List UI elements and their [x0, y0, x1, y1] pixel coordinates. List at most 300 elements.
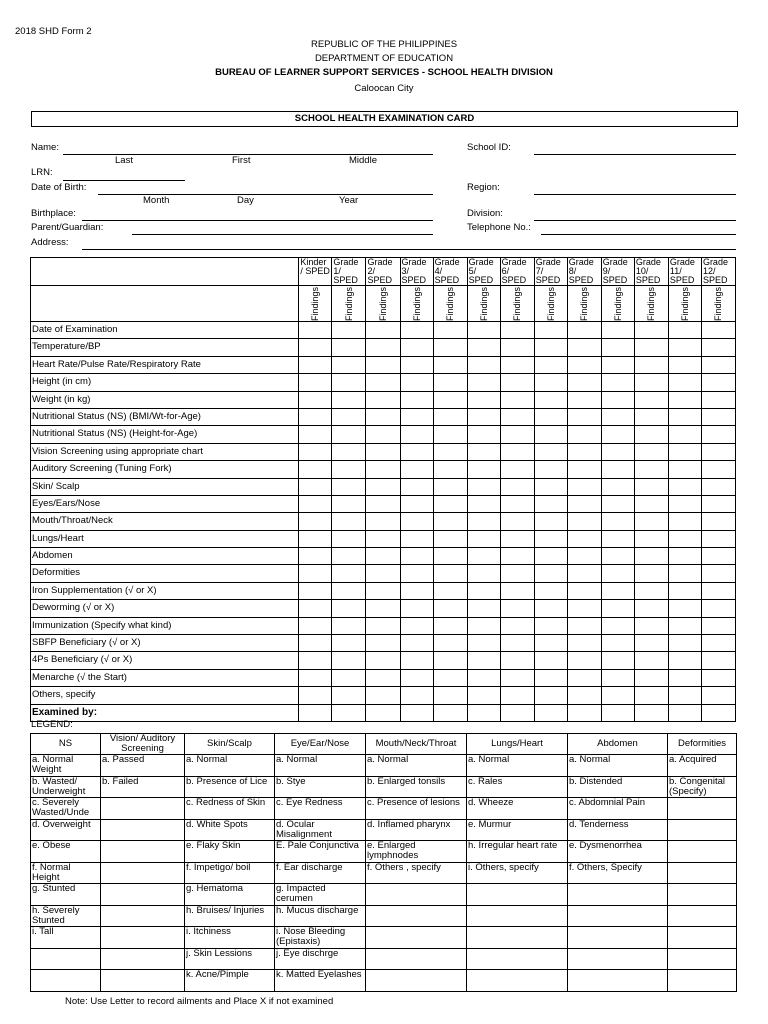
finding-cell[interactable] — [366, 391, 400, 408]
finding-cell[interactable] — [567, 461, 601, 478]
finding-cell[interactable] — [400, 374, 433, 391]
finding-cell[interactable] — [601, 374, 634, 391]
finding-cell[interactable] — [332, 391, 366, 408]
finding-cell[interactable] — [332, 495, 366, 512]
finding-cell[interactable] — [400, 582, 433, 599]
finding-cell[interactable] — [299, 443, 332, 460]
finding-cell[interactable] — [634, 495, 668, 512]
finding-cell[interactable] — [400, 443, 433, 460]
finding-cell[interactable] — [567, 582, 601, 599]
finding-cell[interactable] — [534, 374, 567, 391]
finding-cell[interactable] — [534, 443, 567, 460]
finding-cell[interactable] — [433, 391, 467, 408]
finding-cell[interactable] — [467, 687, 500, 704]
finding-cell[interactable] — [701, 461, 735, 478]
finding-cell[interactable] — [567, 600, 601, 617]
finding-cell[interactable] — [366, 530, 400, 547]
finding-cell[interactable] — [299, 582, 332, 599]
finding-cell[interactable] — [634, 635, 668, 652]
finding-cell[interactable] — [534, 391, 567, 408]
finding-cell[interactable] — [534, 322, 567, 339]
finding-cell[interactable] — [433, 565, 467, 582]
finding-cell[interactable] — [701, 426, 735, 443]
finding-cell[interactable] — [299, 339, 332, 356]
finding-cell[interactable] — [701, 391, 735, 408]
examiner-cell[interactable] — [601, 704, 634, 721]
finding-cell[interactable] — [467, 426, 500, 443]
finding-cell[interactable] — [567, 408, 601, 425]
finding-cell[interactable] — [567, 339, 601, 356]
finding-cell[interactable] — [601, 687, 634, 704]
birthplace-field[interactable] — [82, 220, 433, 221]
finding-cell[interactable] — [534, 652, 567, 669]
finding-cell[interactable] — [634, 443, 668, 460]
finding-cell[interactable] — [668, 356, 701, 373]
finding-cell[interactable] — [500, 669, 534, 686]
finding-cell[interactable] — [332, 530, 366, 547]
finding-cell[interactable] — [534, 617, 567, 634]
finding-cell[interactable] — [601, 478, 634, 495]
finding-cell[interactable] — [668, 339, 701, 356]
finding-cell[interactable] — [567, 669, 601, 686]
finding-cell[interactable] — [467, 582, 500, 599]
finding-cell[interactable] — [332, 356, 366, 373]
finding-cell[interactable] — [534, 582, 567, 599]
finding-cell[interactable] — [701, 617, 735, 634]
finding-cell[interactable] — [668, 687, 701, 704]
finding-cell[interactable] — [668, 635, 701, 652]
finding-cell[interactable] — [500, 652, 534, 669]
finding-cell[interactable] — [534, 635, 567, 652]
finding-cell[interactable] — [366, 322, 400, 339]
finding-cell[interactable] — [668, 461, 701, 478]
finding-cell[interactable] — [668, 652, 701, 669]
finding-cell[interactable] — [433, 461, 467, 478]
finding-cell[interactable] — [467, 495, 500, 512]
examiner-cell[interactable] — [332, 704, 366, 721]
finding-cell[interactable] — [668, 548, 701, 565]
finding-cell[interactable] — [500, 617, 534, 634]
finding-cell[interactable] — [332, 443, 366, 460]
finding-cell[interactable] — [500, 461, 534, 478]
finding-cell[interactable] — [500, 513, 534, 530]
finding-cell[interactable] — [634, 339, 668, 356]
finding-cell[interactable] — [366, 687, 400, 704]
finding-cell[interactable] — [400, 669, 433, 686]
finding-cell[interactable] — [567, 374, 601, 391]
finding-cell[interactable] — [299, 408, 332, 425]
finding-cell[interactable] — [668, 408, 701, 425]
finding-cell[interactable] — [534, 669, 567, 686]
finding-cell[interactable] — [332, 426, 366, 443]
finding-cell[interactable] — [467, 391, 500, 408]
finding-cell[interactable] — [601, 600, 634, 617]
finding-cell[interactable] — [534, 687, 567, 704]
finding-cell[interactable] — [332, 322, 366, 339]
finding-cell[interactable] — [567, 635, 601, 652]
finding-cell[interactable] — [299, 565, 332, 582]
finding-cell[interactable] — [567, 687, 601, 704]
finding-cell[interactable] — [668, 478, 701, 495]
finding-cell[interactable] — [634, 426, 668, 443]
finding-cell[interactable] — [467, 635, 500, 652]
finding-cell[interactable] — [366, 461, 400, 478]
finding-cell[interactable] — [433, 478, 467, 495]
finding-cell[interactable] — [467, 374, 500, 391]
finding-cell[interactable] — [299, 530, 332, 547]
finding-cell[interactable] — [634, 548, 668, 565]
finding-cell[interactable] — [433, 669, 467, 686]
finding-cell[interactable] — [567, 322, 601, 339]
finding-cell[interactable] — [332, 635, 366, 652]
finding-cell[interactable] — [567, 426, 601, 443]
finding-cell[interactable] — [332, 461, 366, 478]
finding-cell[interactable] — [500, 322, 534, 339]
finding-cell[interactable] — [668, 322, 701, 339]
finding-cell[interactable] — [467, 669, 500, 686]
finding-cell[interactable] — [634, 374, 668, 391]
finding-cell[interactable] — [299, 669, 332, 686]
finding-cell[interactable] — [366, 669, 400, 686]
finding-cell[interactable] — [500, 495, 534, 512]
finding-cell[interactable] — [668, 495, 701, 512]
finding-cell[interactable] — [701, 530, 735, 547]
finding-cell[interactable] — [668, 582, 701, 599]
finding-cell[interactable] — [400, 565, 433, 582]
school-id-field[interactable] — [534, 154, 736, 155]
finding-cell[interactable] — [299, 426, 332, 443]
finding-cell[interactable] — [433, 495, 467, 512]
finding-cell[interactable] — [601, 530, 634, 547]
finding-cell[interactable] — [433, 356, 467, 373]
finding-cell[interactable] — [567, 617, 601, 634]
finding-cell[interactable] — [332, 669, 366, 686]
finding-cell[interactable] — [400, 530, 433, 547]
finding-cell[interactable] — [366, 478, 400, 495]
finding-cell[interactable] — [400, 495, 433, 512]
finding-cell[interactable] — [433, 687, 467, 704]
finding-cell[interactable] — [433, 548, 467, 565]
finding-cell[interactable] — [299, 687, 332, 704]
finding-cell[interactable] — [668, 426, 701, 443]
finding-cell[interactable] — [601, 513, 634, 530]
finding-cell[interactable] — [400, 478, 433, 495]
finding-cell[interactable] — [500, 374, 534, 391]
finding-cell[interactable] — [668, 391, 701, 408]
finding-cell[interactable] — [433, 408, 467, 425]
finding-cell[interactable] — [467, 322, 500, 339]
finding-cell[interactable] — [534, 408, 567, 425]
finding-cell[interactable] — [299, 356, 332, 373]
finding-cell[interactable] — [668, 530, 701, 547]
finding-cell[interactable] — [601, 565, 634, 582]
finding-cell[interactable] — [366, 426, 400, 443]
finding-cell[interactable] — [400, 426, 433, 443]
finding-cell[interactable] — [634, 356, 668, 373]
finding-cell[interactable] — [567, 513, 601, 530]
finding-cell[interactable] — [534, 478, 567, 495]
finding-cell[interactable] — [299, 635, 332, 652]
finding-cell[interactable] — [467, 461, 500, 478]
finding-cell[interactable] — [701, 565, 735, 582]
finding-cell[interactable] — [366, 617, 400, 634]
finding-cell[interactable] — [299, 513, 332, 530]
finding-cell[interactable] — [567, 495, 601, 512]
finding-cell[interactable] — [366, 513, 400, 530]
finding-cell[interactable] — [467, 530, 500, 547]
finding-cell[interactable] — [701, 687, 735, 704]
finding-cell[interactable] — [366, 635, 400, 652]
finding-cell[interactable] — [567, 652, 601, 669]
finding-cell[interactable] — [534, 530, 567, 547]
finding-cell[interactable] — [701, 478, 735, 495]
finding-cell[interactable] — [601, 617, 634, 634]
finding-cell[interactable] — [400, 339, 433, 356]
finding-cell[interactable] — [366, 652, 400, 669]
finding-cell[interactable] — [601, 443, 634, 460]
finding-cell[interactable] — [400, 513, 433, 530]
finding-cell[interactable] — [433, 617, 467, 634]
finding-cell[interactable] — [467, 617, 500, 634]
finding-cell[interactable] — [400, 548, 433, 565]
finding-cell[interactable] — [299, 391, 332, 408]
finding-cell[interactable] — [534, 339, 567, 356]
finding-cell[interactable] — [534, 426, 567, 443]
lrn-field[interactable] — [63, 180, 185, 181]
finding-cell[interactable] — [332, 600, 366, 617]
finding-cell[interactable] — [299, 617, 332, 634]
finding-cell[interactable] — [668, 617, 701, 634]
examiner-cell[interactable] — [534, 704, 567, 721]
finding-cell[interactable] — [366, 339, 400, 356]
finding-cell[interactable] — [601, 635, 634, 652]
finding-cell[interactable] — [701, 548, 735, 565]
finding-cell[interactable] — [567, 478, 601, 495]
finding-cell[interactable] — [634, 582, 668, 599]
finding-cell[interactable] — [601, 495, 634, 512]
finding-cell[interactable] — [601, 582, 634, 599]
finding-cell[interactable] — [701, 339, 735, 356]
examiner-cell[interactable] — [634, 704, 668, 721]
finding-cell[interactable] — [467, 652, 500, 669]
finding-cell[interactable] — [433, 426, 467, 443]
finding-cell[interactable] — [299, 548, 332, 565]
finding-cell[interactable] — [701, 652, 735, 669]
finding-cell[interactable] — [634, 600, 668, 617]
finding-cell[interactable] — [400, 635, 433, 652]
finding-cell[interactable] — [467, 513, 500, 530]
finding-cell[interactable] — [701, 356, 735, 373]
finding-cell[interactable] — [701, 635, 735, 652]
finding-cell[interactable] — [332, 687, 366, 704]
finding-cell[interactable] — [668, 565, 701, 582]
finding-cell[interactable] — [366, 495, 400, 512]
finding-cell[interactable] — [701, 600, 735, 617]
examiner-cell[interactable] — [668, 704, 701, 721]
finding-cell[interactable] — [701, 513, 735, 530]
examiner-cell[interactable] — [467, 704, 500, 721]
finding-cell[interactable] — [433, 582, 467, 599]
finding-cell[interactable] — [400, 652, 433, 669]
finding-cell[interactable] — [400, 356, 433, 373]
address-field[interactable] — [82, 249, 736, 250]
finding-cell[interactable] — [534, 600, 567, 617]
finding-cell[interactable] — [299, 374, 332, 391]
finding-cell[interactable] — [366, 600, 400, 617]
finding-cell[interactable] — [433, 339, 467, 356]
finding-cell[interactable] — [534, 513, 567, 530]
finding-cell[interactable] — [433, 374, 467, 391]
finding-cell[interactable] — [500, 687, 534, 704]
finding-cell[interactable] — [332, 408, 366, 425]
finding-cell[interactable] — [400, 461, 433, 478]
finding-cell[interactable] — [601, 426, 634, 443]
finding-cell[interactable] — [567, 443, 601, 460]
examiner-cell[interactable] — [366, 704, 400, 721]
finding-cell[interactable] — [601, 391, 634, 408]
finding-cell[interactable] — [467, 565, 500, 582]
finding-cell[interactable] — [332, 617, 366, 634]
finding-cell[interactable] — [332, 374, 366, 391]
finding-cell[interactable] — [601, 339, 634, 356]
finding-cell[interactable] — [500, 478, 534, 495]
examiner-cell[interactable] — [500, 704, 534, 721]
finding-cell[interactable] — [634, 565, 668, 582]
finding-cell[interactable] — [634, 513, 668, 530]
finding-cell[interactable] — [366, 548, 400, 565]
finding-cell[interactable] — [500, 426, 534, 443]
finding-cell[interactable] — [433, 600, 467, 617]
finding-cell[interactable] — [366, 565, 400, 582]
finding-cell[interactable] — [500, 356, 534, 373]
finding-cell[interactable] — [701, 374, 735, 391]
finding-cell[interactable] — [500, 565, 534, 582]
finding-cell[interactable] — [567, 356, 601, 373]
finding-cell[interactable] — [400, 687, 433, 704]
finding-cell[interactable] — [299, 495, 332, 512]
finding-cell[interactable] — [634, 408, 668, 425]
finding-cell[interactable] — [467, 478, 500, 495]
finding-cell[interactable] — [433, 652, 467, 669]
finding-cell[interactable] — [467, 548, 500, 565]
finding-cell[interactable] — [534, 565, 567, 582]
finding-cell[interactable] — [500, 408, 534, 425]
finding-cell[interactable] — [467, 408, 500, 425]
finding-cell[interactable] — [534, 461, 567, 478]
finding-cell[interactable] — [332, 513, 366, 530]
finding-cell[interactable] — [400, 408, 433, 425]
finding-cell[interactable] — [299, 322, 332, 339]
finding-cell[interactable] — [634, 669, 668, 686]
finding-cell[interactable] — [400, 391, 433, 408]
finding-cell[interactable] — [500, 582, 534, 599]
finding-cell[interactable] — [299, 600, 332, 617]
finding-cell[interactable] — [601, 408, 634, 425]
finding-cell[interactable] — [601, 461, 634, 478]
finding-cell[interactable] — [299, 652, 332, 669]
finding-cell[interactable] — [433, 322, 467, 339]
finding-cell[interactable] — [601, 356, 634, 373]
finding-cell[interactable] — [332, 565, 366, 582]
telephone-field[interactable] — [541, 234, 736, 235]
finding-cell[interactable] — [534, 548, 567, 565]
finding-cell[interactable] — [567, 530, 601, 547]
finding-cell[interactable] — [332, 548, 366, 565]
finding-cell[interactable] — [500, 635, 534, 652]
finding-cell[interactable] — [668, 374, 701, 391]
finding-cell[interactable] — [433, 513, 467, 530]
finding-cell[interactable] — [500, 600, 534, 617]
finding-cell[interactable] — [634, 461, 668, 478]
finding-cell[interactable] — [701, 408, 735, 425]
finding-cell[interactable] — [601, 322, 634, 339]
finding-cell[interactable] — [400, 617, 433, 634]
finding-cell[interactable] — [701, 443, 735, 460]
examiner-cell[interactable] — [433, 704, 467, 721]
finding-cell[interactable] — [366, 356, 400, 373]
finding-cell[interactable] — [366, 443, 400, 460]
finding-cell[interactable] — [400, 322, 433, 339]
finding-cell[interactable] — [433, 530, 467, 547]
finding-cell[interactable] — [567, 391, 601, 408]
finding-cell[interactable] — [534, 495, 567, 512]
finding-cell[interactable] — [701, 582, 735, 599]
finding-cell[interactable] — [634, 652, 668, 669]
parent-field[interactable] — [132, 234, 433, 235]
finding-cell[interactable] — [701, 322, 735, 339]
finding-cell[interactable] — [567, 548, 601, 565]
finding-cell[interactable] — [601, 548, 634, 565]
finding-cell[interactable] — [500, 339, 534, 356]
finding-cell[interactable] — [634, 391, 668, 408]
finding-cell[interactable] — [634, 322, 668, 339]
examiner-cell[interactable] — [567, 704, 601, 721]
finding-cell[interactable] — [634, 530, 668, 547]
finding-cell[interactable] — [567, 565, 601, 582]
finding-cell[interactable] — [601, 652, 634, 669]
finding-cell[interactable] — [332, 582, 366, 599]
finding-cell[interactable] — [366, 374, 400, 391]
finding-cell[interactable] — [467, 356, 500, 373]
finding-cell[interactable] — [668, 669, 701, 686]
examiner-cell[interactable] — [701, 704, 735, 721]
division-field[interactable] — [534, 220, 736, 221]
finding-cell[interactable] — [500, 530, 534, 547]
examiner-cell[interactable] — [400, 704, 433, 721]
finding-cell[interactable] — [467, 600, 500, 617]
finding-cell[interactable] — [634, 617, 668, 634]
finding-cell[interactable] — [299, 461, 332, 478]
finding-cell[interactable] — [668, 443, 701, 460]
finding-cell[interactable] — [601, 669, 634, 686]
finding-cell[interactable] — [500, 391, 534, 408]
finding-cell[interactable] — [534, 356, 567, 373]
finding-cell[interactable] — [299, 478, 332, 495]
finding-cell[interactable] — [701, 669, 735, 686]
examiner-cell[interactable] — [299, 704, 332, 721]
finding-cell[interactable] — [668, 600, 701, 617]
finding-cell[interactable] — [433, 635, 467, 652]
finding-cell[interactable] — [332, 339, 366, 356]
finding-cell[interactable] — [500, 548, 534, 565]
finding-cell[interactable] — [467, 339, 500, 356]
finding-cell[interactable] — [366, 408, 400, 425]
finding-cell[interactable] — [433, 443, 467, 460]
finding-cell[interactable] — [500, 443, 534, 460]
finding-cell[interactable] — [400, 600, 433, 617]
finding-cell[interactable] — [634, 478, 668, 495]
finding-cell[interactable] — [634, 687, 668, 704]
